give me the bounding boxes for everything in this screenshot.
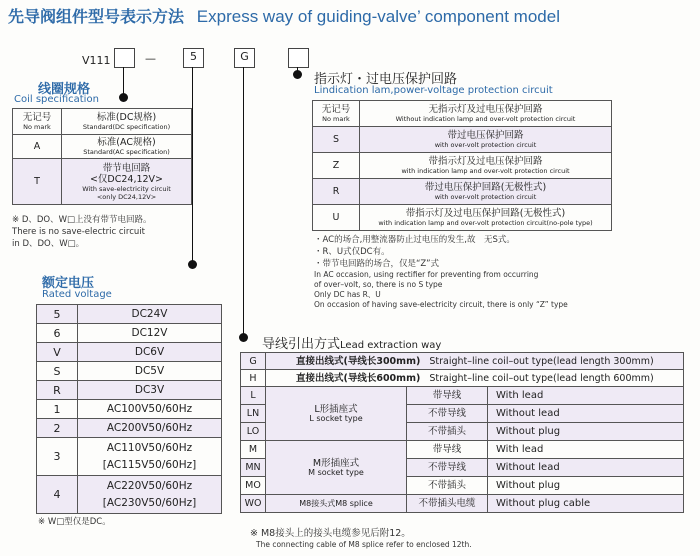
lead-row-4-code: MN xyxy=(241,459,266,477)
coil-a-cn: 标准(AC规格) xyxy=(97,137,156,148)
indicator-code xyxy=(313,205,360,231)
indicator-note-en: On occasion of having save-electricity circuit, there is only “Z” type xyxy=(314,300,568,309)
rated-voltage-alt: [AC230V50/60Hz] xyxy=(102,496,197,509)
rated-heading-en: Rated voltage xyxy=(42,289,112,300)
lead-row-3-en: With lead xyxy=(488,441,684,459)
coil-t-cn2: <仅DC24,12V> xyxy=(89,173,164,185)
rated-code: 6 xyxy=(37,324,78,343)
lead-h-cn: 直接出线式(导线长600mm) xyxy=(296,372,421,384)
rated-row xyxy=(37,305,222,324)
indicator-code-cn: R xyxy=(332,186,340,197)
model-prefix: V111 xyxy=(82,54,111,67)
lead-m-type-en: M socket type xyxy=(308,468,364,477)
lead-row-6-en: Without plug cable xyxy=(488,495,684,513)
lead-connector-line xyxy=(243,67,244,335)
coil-note-en2: in D、DO、W□。 xyxy=(12,239,85,249)
lead-row-5-code: MO xyxy=(241,477,266,495)
indicator-desc xyxy=(360,153,612,179)
rated-voltage xyxy=(78,419,222,438)
indicator-code xyxy=(313,153,360,179)
indicator-desc xyxy=(360,179,612,205)
lead-l-type-en: L socket type xyxy=(309,414,363,423)
rated-voltage-main: DC6V xyxy=(134,345,165,358)
indicator-desc-cn: 无指示灯及过电压保护回路 xyxy=(428,104,543,115)
lead-connector-dot xyxy=(239,333,248,342)
rated-voltage-main: DC3V xyxy=(134,383,165,396)
indicator-note-en: In AC occasion, using rectifier for preventing from occurring xyxy=(314,270,539,279)
rated-voltage-main: AC200V50/60Hz xyxy=(106,421,193,434)
page-title xyxy=(8,4,560,27)
lead-g-en: Straight–line coil–out type(lead length 300mm) xyxy=(429,355,654,367)
lead-m-type-cn: M形插座式 xyxy=(312,458,360,469)
rated-row xyxy=(37,400,222,419)
lead-row-5-en: Without plug xyxy=(488,477,684,495)
rated-voltage xyxy=(78,438,222,476)
lead-row-1-code: LN xyxy=(241,405,266,423)
lead-row-4-en: Without lead xyxy=(488,459,684,477)
rated-voltage xyxy=(78,400,222,419)
coil-note-cn: ※ D、DO、W□上没有带节电回路。 xyxy=(12,215,152,225)
lead-heading-en: Lead extraction way xyxy=(340,340,442,351)
rated-table xyxy=(36,304,222,514)
indicator-desc-cn: 带过电压保护回路(无极性式) xyxy=(424,182,547,193)
coil-col2-en: Standard(DC specification) xyxy=(82,123,171,131)
lead-h-en: Straight–line coil–out type(lead length 600mm) xyxy=(429,372,654,384)
lead-row-0-code: L xyxy=(241,387,266,405)
lead-l-type-cn: L形插座式 xyxy=(314,404,358,415)
rated-code: 2 xyxy=(37,419,78,438)
indicator-connector-dot xyxy=(293,70,302,79)
lead-row-6-cn: 不带插头电缆 xyxy=(407,495,488,513)
rated-voltage xyxy=(78,324,222,343)
coil-note xyxy=(12,214,152,250)
lead-note xyxy=(250,528,472,550)
indicator-code xyxy=(313,101,360,127)
lead-row-2-en: Without plug xyxy=(488,423,684,441)
coil-col1-cn: 无记号 xyxy=(22,112,52,123)
lead-row-3-code: M xyxy=(241,441,266,459)
indicator-desc-en: with indication lamp and over-volt protection circuit xyxy=(401,167,570,175)
lead-heading xyxy=(262,333,441,352)
lead-code-box: G xyxy=(234,48,255,68)
rated-voltage xyxy=(78,343,222,362)
indicator-desc-cn: 带指示灯及过电压保护回路 xyxy=(428,156,543,167)
rated-voltage xyxy=(78,381,222,400)
rated-code: 4 xyxy=(37,476,78,514)
rated-row xyxy=(37,438,222,476)
rated-note: ※ W□型仅是DC。 xyxy=(38,517,111,527)
coil-heading-en: Coil specification xyxy=(14,94,99,105)
rated-voltage xyxy=(78,305,222,324)
indicator-code-box xyxy=(288,48,309,68)
lead-row-0-cn: 带导线 xyxy=(407,387,488,405)
indicator-row xyxy=(313,205,612,231)
rated-code: 5 xyxy=(37,305,78,324)
lead-table xyxy=(240,352,684,513)
indicator-row xyxy=(313,179,612,205)
lead-row-1-cn: 不带导线 xyxy=(407,405,488,423)
lead-row-2-code: LO xyxy=(241,423,266,441)
coil-note-en1: There is no save-electric circuit xyxy=(12,227,145,237)
lead-row-2-cn: 不带插头 xyxy=(407,423,488,441)
rated-row xyxy=(37,362,222,381)
indicator-table xyxy=(312,100,612,231)
coil-col1-en: No mark xyxy=(23,123,51,131)
indicator-desc-en: with over-volt protection circuit xyxy=(434,141,537,149)
rated-heading-cn: 额定电压 xyxy=(42,276,95,291)
rated-voltage-main: DC12V xyxy=(131,326,168,339)
coil-t-cn1: 带节电回路 xyxy=(102,162,151,174)
rated-row xyxy=(37,476,222,514)
indicator-desc-en: with indication lamp and over-volt protection circuit(no-pole type) xyxy=(378,219,593,227)
rated-code: 1 xyxy=(37,400,78,419)
coil-t-en1: With save-electricity circuit xyxy=(82,184,171,193)
lead-row-6-code: WO xyxy=(241,495,266,513)
rated-voltage xyxy=(78,476,222,514)
rated-code: 3 xyxy=(37,438,78,476)
indicator-code-cn: Z xyxy=(332,160,340,171)
rated-row xyxy=(37,324,222,343)
rated-row xyxy=(37,419,222,438)
lead-m8-type: M8接头式M8 splice xyxy=(266,495,407,513)
coil-heading-cn: 线圈规格 xyxy=(38,82,91,97)
indicator-code xyxy=(313,127,360,153)
indicator-note-en: of over–volt, so, there is no S type xyxy=(314,280,443,289)
indicator-row xyxy=(313,153,612,179)
voltage-connector-line xyxy=(192,67,193,263)
indicator-heading-en: Lindication lam,power-voltage protection circuit xyxy=(314,85,553,96)
lead-h-code: H xyxy=(241,370,266,387)
indicator-row xyxy=(313,127,612,153)
indicator-notes xyxy=(314,234,614,310)
rated-voltage-main: AC220V50/60Hz xyxy=(106,479,193,492)
coil-connector-line xyxy=(123,67,124,95)
indicator-desc-en: Without indication lamp and over-volt protection circuit xyxy=(395,115,576,123)
rated-code: V xyxy=(37,343,78,362)
rated-voltage-main: DC24V xyxy=(131,307,168,320)
coil-col2-cn: 标准(DC规格) xyxy=(96,112,157,123)
lead-row-5-cn: 不带插头 xyxy=(407,477,488,495)
indicator-note-en: Only DC has R、U xyxy=(314,290,381,299)
indicator-code-cn: S xyxy=(332,134,340,145)
lead-row-3-cn: 带导线 xyxy=(407,441,488,459)
rated-voltage-main: AC110V50/60Hz xyxy=(106,441,193,454)
indicator-desc xyxy=(360,127,612,153)
model-dash: — xyxy=(145,52,156,65)
title-cn: 先导阀组件型号表示方法 xyxy=(8,7,185,26)
indicator-note-cn: ・R、U式仅DC有。 xyxy=(314,247,390,257)
lead-note-en: The connecting cable of M8 splice refer to enclosed 12th. xyxy=(256,540,472,549)
lead-heading-cn: 导线引出方式 xyxy=(262,337,341,352)
rated-voltage xyxy=(78,362,222,381)
indicator-heading-cn: 指示灯・过电压保护回路 xyxy=(314,72,458,87)
lead-row-4-cn: 不带导线 xyxy=(407,459,488,477)
rated-voltage-main: AC100V50/60Hz xyxy=(106,402,193,415)
indicator-row xyxy=(313,101,612,127)
indicator-note-cn: ・带节电回路的场合，仅是“Z”式 xyxy=(314,259,439,269)
indicator-code-cn: 无记号 xyxy=(321,104,351,115)
lead-g-code: G xyxy=(241,353,266,370)
coil-t-code: T xyxy=(13,159,62,205)
lead-note-cn: ※ M8接头上的接头电缆参见后附12。 xyxy=(250,528,411,539)
voltage-code-box: 5 xyxy=(183,48,204,68)
coil-table xyxy=(12,108,192,205)
coil-a-en: Standard(AC specification) xyxy=(83,148,170,156)
coil-code-box xyxy=(114,48,135,68)
indicator-desc-cn: 带指示灯及过电压保护回路(无极性式) xyxy=(405,208,566,219)
title-en: Express way of guiding-valve’ component model xyxy=(196,7,560,26)
rated-code: R xyxy=(37,381,78,400)
coil-t-en2: <only DC24,12V> xyxy=(96,192,157,201)
lead-g-cn: 直接出线式(导线长300mm) xyxy=(296,355,421,367)
indicator-code xyxy=(313,179,360,205)
coil-a-code: A xyxy=(13,135,62,159)
rated-row xyxy=(37,343,222,362)
rated-voltage-main: DC5V xyxy=(134,364,165,377)
indicator-desc-cn: 带过电压保护回路 xyxy=(447,130,524,141)
lead-row-0-en: With lead xyxy=(488,387,684,405)
indicator-desc-en: with over-volt protection circuit xyxy=(434,193,537,201)
voltage-connector-dot xyxy=(188,260,197,269)
indicator-code-en: No mark xyxy=(322,115,350,123)
indicator-desc xyxy=(360,205,612,231)
rated-row xyxy=(37,381,222,400)
indicator-note-cn: ・AC的场合,用整流器防止过电压的发生,故 无S式。 xyxy=(314,235,515,245)
indicator-code-cn: U xyxy=(332,212,340,223)
rated-voltage-alt: [AC115V50/60Hz] xyxy=(102,458,197,471)
rated-code: S xyxy=(37,362,78,381)
lead-row-1-en: Without lead xyxy=(488,405,684,423)
indicator-desc xyxy=(360,101,612,127)
coil-connector-dot xyxy=(119,93,128,102)
